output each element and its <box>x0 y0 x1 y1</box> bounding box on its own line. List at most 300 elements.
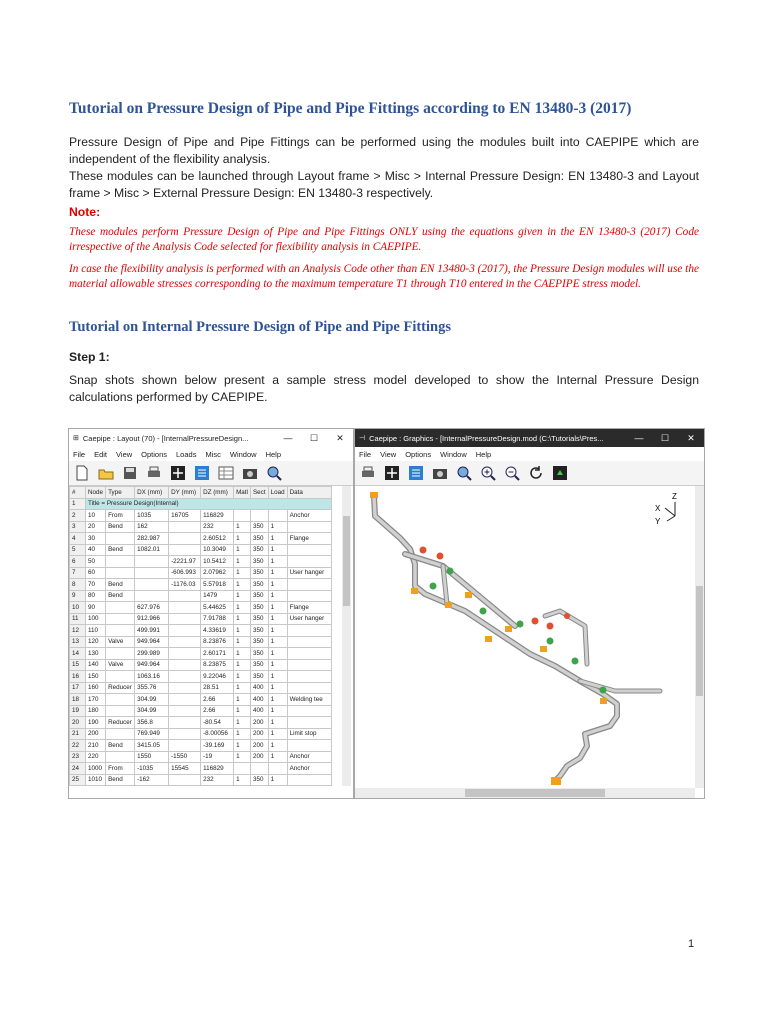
table-cell[interactable]: 350 <box>250 556 268 568</box>
table-row[interactable] <box>70 613 332 625</box>
table-cell[interactable]: 949.964 <box>135 659 169 671</box>
table-cell[interactable]: 180 <box>86 705 106 717</box>
table-cell[interactable]: 116829 <box>201 510 234 522</box>
table-cell[interactable]: 1 <box>268 740 287 752</box>
table-row[interactable] <box>70 659 332 671</box>
table-cell[interactable]: 2.66 <box>201 705 234 717</box>
table-cell[interactable]: 304.99 <box>135 694 169 706</box>
new-file-icon[interactable] <box>73 464 91 482</box>
zoom-in-icon[interactable] <box>479 464 497 482</box>
table-row[interactable] <box>70 682 332 694</box>
table-cell[interactable] <box>169 636 201 648</box>
table-cell[interactable] <box>234 763 251 775</box>
table-row[interactable] <box>70 648 332 660</box>
table-cell[interactable] <box>268 510 287 522</box>
col-header[interactable]: Node <box>86 487 106 499</box>
table-cell[interactable]: 40 <box>86 544 106 556</box>
table-cell[interactable]: 200 <box>250 740 268 752</box>
table-cell[interactable]: 912.966 <box>135 613 169 625</box>
table-cell[interactable]: 170 <box>86 694 106 706</box>
print-icon[interactable] <box>145 464 163 482</box>
table-cell[interactable]: -1176.03 <box>169 579 201 591</box>
table-cell[interactable]: 90 <box>86 602 106 614</box>
table-cell[interactable] <box>106 625 135 637</box>
table-cell[interactable]: 1 <box>234 774 251 786</box>
table-cell[interactable] <box>106 751 135 763</box>
table-cell[interactable]: 1035 <box>135 510 169 522</box>
col-header[interactable]: Data <box>287 487 331 499</box>
table-cell[interactable]: 3415.05 <box>135 740 169 752</box>
table-cell[interactable]: 20 <box>86 521 106 533</box>
table-cell[interactable]: 1 <box>268 717 287 729</box>
table-cell[interactable]: From <box>106 763 135 775</box>
print-icon[interactable] <box>359 464 377 482</box>
table-cell[interactable] <box>135 567 169 579</box>
camera-icon[interactable] <box>241 464 259 482</box>
table-cell[interactable]: 1 <box>268 694 287 706</box>
table-row[interactable] <box>70 728 332 740</box>
table-cell[interactable] <box>135 579 169 591</box>
table-cell[interactable]: 1 <box>234 636 251 648</box>
table-cell[interactable]: 1 <box>268 774 287 786</box>
table-cell[interactable]: 120 <box>86 636 106 648</box>
table-cell[interactable] <box>287 705 331 717</box>
menu-options[interactable]: Options <box>405 449 432 459</box>
title-row[interactable] <box>70 498 332 510</box>
table-cell[interactable]: 1 <box>268 648 287 660</box>
zoom-icon[interactable] <box>265 464 283 482</box>
col-header[interactable]: Type <box>106 487 135 499</box>
table-cell[interactable]: 190 <box>86 717 106 729</box>
table-cell[interactable] <box>135 590 169 602</box>
table-row[interactable] <box>70 556 332 568</box>
col-header[interactable]: DZ (mm) <box>201 487 234 499</box>
table-row[interactable] <box>70 751 332 763</box>
table-row[interactable] <box>70 567 332 579</box>
table-cell[interactable]: 1 <box>268 671 287 683</box>
table-cell[interactable]: 9.22046 <box>201 671 234 683</box>
table-cell[interactable]: 1 <box>234 625 251 637</box>
rotate-icon[interactable] <box>527 464 545 482</box>
table-cell[interactable] <box>169 671 201 683</box>
menu-misc[interactable]: Misc <box>205 449 221 459</box>
minimize-button[interactable]: — <box>283 433 293 443</box>
table-cell[interactable] <box>106 567 135 579</box>
menu-view[interactable]: View <box>116 449 133 459</box>
table-cell[interactable]: From <box>106 510 135 522</box>
table-cell[interactable] <box>287 648 331 660</box>
table-cell[interactable]: Limit stop <box>287 728 331 740</box>
table-cell[interactable]: 1 <box>268 556 287 568</box>
table-cell[interactable]: Bend <box>106 579 135 591</box>
render-icon[interactable] <box>551 464 569 482</box>
table-cell[interactable] <box>106 613 135 625</box>
row-number: 9 <box>70 590 86 602</box>
table-cell[interactable]: 1 <box>268 602 287 614</box>
table-cell[interactable] <box>169 728 201 740</box>
table-cell[interactable] <box>169 705 201 717</box>
table-cell[interactable]: 769.949 <box>135 728 169 740</box>
table-cell[interactable]: 1 <box>234 682 251 694</box>
table-cell[interactable]: 10 <box>86 510 106 522</box>
table-cell[interactable]: 1 <box>268 521 287 533</box>
table-cell[interactable]: 210 <box>86 740 106 752</box>
table-cell[interactable]: 140 <box>86 659 106 671</box>
table-cell[interactable] <box>106 671 135 683</box>
table-cell[interactable]: 1 <box>234 740 251 752</box>
table-cell[interactable] <box>169 590 201 602</box>
table-cell[interactable]: 150 <box>86 671 106 683</box>
table-cell[interactable]: 5.57918 <box>201 579 234 591</box>
table-cell[interactable] <box>250 763 268 775</box>
table-row[interactable] <box>70 774 332 786</box>
save-icon[interactable] <box>121 464 139 482</box>
table-cell[interactable] <box>287 625 331 637</box>
table-cell[interactable]: 200 <box>86 728 106 740</box>
table-cell[interactable] <box>169 533 201 545</box>
flange-marker <box>447 568 454 575</box>
table-cell[interactable]: 1082.01 <box>135 544 169 556</box>
table-cell[interactable] <box>169 682 201 694</box>
table-cell[interactable]: -1550 <box>169 751 201 763</box>
table-cell[interactable] <box>169 717 201 729</box>
graphics-canvas[interactable] <box>355 486 704 798</box>
table-row[interactable] <box>70 533 332 545</box>
table-cell[interactable]: 1 <box>234 613 251 625</box>
menu-options[interactable]: Options <box>141 449 168 459</box>
table-cell[interactable]: 50 <box>86 556 106 568</box>
row-number: 5 <box>70 544 86 556</box>
table-cell[interactable]: -19 <box>201 751 234 763</box>
table-cell[interactable]: 116829 <box>201 763 234 775</box>
table-cell[interactable]: 80 <box>86 590 106 602</box>
table-cell[interactable]: -606.993 <box>169 567 201 579</box>
table-cell[interactable]: Welding tee <box>287 694 331 706</box>
table-cell[interactable]: 30 <box>86 533 106 545</box>
maximize-button[interactable]: ☐ <box>309 432 319 443</box>
table-cell[interactable] <box>169 659 201 671</box>
table-cell[interactable]: 110 <box>86 625 106 637</box>
table-cell[interactable]: 200 <box>250 751 268 763</box>
table-cell[interactable]: 1 <box>268 659 287 671</box>
col-header[interactable]: Sect <box>250 487 268 499</box>
table-cell[interactable]: 1 <box>234 544 251 556</box>
col-header[interactable]: Matl <box>234 487 251 499</box>
table-cell[interactable]: User hanger <box>287 567 331 579</box>
table-cell[interactable] <box>287 717 331 729</box>
table-cell[interactable]: 1 <box>234 671 251 683</box>
table-cell[interactable]: 299.989 <box>135 648 169 660</box>
table-row[interactable] <box>70 590 332 602</box>
table-cell[interactable]: 10.5412 <box>201 556 234 568</box>
table-cell[interactable]: 400 <box>250 705 268 717</box>
table-row[interactable] <box>70 717 332 729</box>
table-cell[interactable]: 499.991 <box>135 625 169 637</box>
table-cell[interactable] <box>106 602 135 614</box>
table-cell[interactable]: 1 <box>268 567 287 579</box>
table-cell[interactable]: 350 <box>250 659 268 671</box>
table-cell[interactable]: Bend <box>106 740 135 752</box>
table-cell[interactable]: 1 <box>234 694 251 706</box>
table-cell[interactable]: 1 <box>268 636 287 648</box>
table-cell[interactable]: 1 <box>268 751 287 763</box>
table-cell[interactable]: Anchor <box>287 510 331 522</box>
table-cell[interactable] <box>106 694 135 706</box>
table-row[interactable] <box>70 636 332 648</box>
hscroll-thumb[interactable] <box>465 789 605 797</box>
table-cell[interactable]: 1 <box>234 521 251 533</box>
table-cell[interactable]: 1 <box>268 682 287 694</box>
table-cell[interactable]: 1 <box>234 579 251 591</box>
minimize-button[interactable]: — <box>634 433 644 443</box>
menu-window[interactable]: Window <box>440 449 467 459</box>
table-cell[interactable]: 350 <box>250 636 268 648</box>
table-cell[interactable]: -1035 <box>135 763 169 775</box>
col-header[interactable]: DX (mm) <box>135 487 169 499</box>
table-cell[interactable]: Anchor <box>287 751 331 763</box>
table-cell[interactable]: 1 <box>234 567 251 579</box>
table-cell[interactable]: Bend <box>106 544 135 556</box>
table-cell[interactable] <box>287 774 331 786</box>
table-cell[interactable] <box>287 659 331 671</box>
table-cell[interactable]: 1010 <box>86 774 106 786</box>
table-cell[interactable]: 304.99 <box>135 705 169 717</box>
table-row[interactable] <box>70 544 332 556</box>
table-cell[interactable]: 356.8 <box>135 717 169 729</box>
table-cell[interactable]: Flange <box>287 533 331 545</box>
menu-edit[interactable]: Edit <box>94 449 108 459</box>
table-cell[interactable]: Bend <box>106 774 135 786</box>
table-cell[interactable]: 1 <box>234 590 251 602</box>
table-cell[interactable] <box>268 763 287 775</box>
table-cell[interactable]: -80.54 <box>201 717 234 729</box>
zoom-window-icon[interactable] <box>455 464 473 482</box>
table-cell[interactable] <box>169 613 201 625</box>
table-cell[interactable] <box>106 556 135 568</box>
table-cell[interactable]: 7.91788 <box>201 613 234 625</box>
table-cell[interactable]: 2.66 <box>201 694 234 706</box>
open-folder-icon[interactable] <box>97 464 115 482</box>
table-row[interactable] <box>70 740 332 752</box>
table-cell[interactable]: 200 <box>250 728 268 740</box>
table-cell[interactable] <box>287 556 331 568</box>
table-cell[interactable]: 232 <box>201 521 234 533</box>
table-cell[interactable] <box>106 728 135 740</box>
table-cell[interactable]: 1 <box>234 751 251 763</box>
table-cell[interactable]: 627.976 <box>135 602 169 614</box>
table-cell[interactable]: 1 <box>234 659 251 671</box>
menu-file[interactable]: File <box>73 449 86 459</box>
table-cell[interactable]: Flange <box>287 602 331 614</box>
table-cell[interactable]: -8.00056 <box>201 728 234 740</box>
table-cell[interactable]: 350 <box>250 533 268 545</box>
table-cell[interactable] <box>234 510 251 522</box>
col-header[interactable]: # <box>70 487 86 499</box>
table-cell[interactable]: 350 <box>250 648 268 660</box>
table-cell[interactable]: 1 <box>268 544 287 556</box>
flange-marker <box>430 583 437 590</box>
table-cell[interactable]: 1 <box>268 613 287 625</box>
table-cell[interactable]: -2221.97 <box>169 556 201 568</box>
table-cell[interactable] <box>287 682 331 694</box>
table-cell[interactable]: Valve <box>106 636 135 648</box>
table-cell[interactable]: 350 <box>250 590 268 602</box>
table-cell[interactable]: 1 <box>234 556 251 568</box>
table-cell[interactable]: 350 <box>250 567 268 579</box>
table-cell[interactable]: 350 <box>250 774 268 786</box>
menu-help[interactable]: Help <box>475 449 492 459</box>
table-cell[interactable]: 2.60171 <box>201 648 234 660</box>
table-cell[interactable]: 400 <box>250 694 268 706</box>
camera-icon[interactable] <box>431 464 449 482</box>
table-cell[interactable] <box>169 625 201 637</box>
menu-file[interactable]: File <box>359 449 372 459</box>
menu-loads[interactable]: Loads <box>176 449 197 459</box>
table-cell[interactable]: 1 <box>268 625 287 637</box>
table-cell[interactable]: 2.60512 <box>201 533 234 545</box>
table-cell[interactable]: Bend <box>106 521 135 533</box>
table-cell[interactable]: 949.964 <box>135 636 169 648</box>
table-cell[interactable] <box>106 533 135 545</box>
table-cell[interactable]: 4.33619 <box>201 625 234 637</box>
table-cell[interactable]: 282.987 <box>135 533 169 545</box>
table-cell[interactable] <box>287 590 331 602</box>
layout-table <box>69 486 332 786</box>
table-cell[interactable]: 28.51 <box>201 682 234 694</box>
table-cell[interactable]: 200 <box>250 717 268 729</box>
table-row[interactable] <box>70 510 332 522</box>
table-cell[interactable]: 10.3049 <box>201 544 234 556</box>
table-cell[interactable]: 160 <box>86 682 106 694</box>
menu-view[interactable]: View <box>380 449 397 459</box>
maximize-button[interactable]: ☐ <box>660 432 670 443</box>
table-cell[interactable]: User hanger <box>287 613 331 625</box>
table-cell[interactable]: 400 <box>250 682 268 694</box>
table-cell[interactable] <box>169 694 201 706</box>
table-cell[interactable]: 60 <box>86 567 106 579</box>
layout-scrollbar[interactable] <box>342 486 351 786</box>
table-cell[interactable]: 1 <box>234 717 251 729</box>
table-cell[interactable]: 1063.16 <box>135 671 169 683</box>
table-row[interactable] <box>70 521 332 533</box>
zoom-out-icon[interactable] <box>503 464 521 482</box>
table-cell[interactable]: Bend <box>106 590 135 602</box>
table-cell[interactable]: 100 <box>86 613 106 625</box>
table-cell[interactable] <box>287 636 331 648</box>
table-row[interactable] <box>70 694 332 706</box>
table-cell[interactable]: 130 <box>86 648 106 660</box>
table-cell[interactable] <box>287 521 331 533</box>
list-icon[interactable] <box>193 464 211 482</box>
col-header[interactable]: Load <box>268 487 287 499</box>
table-cell[interactable]: 350 <box>250 521 268 533</box>
table-row[interactable] <box>70 579 332 591</box>
table-cell[interactable]: 1 <box>268 728 287 740</box>
table-cell[interactable]: 232 <box>201 774 234 786</box>
table-cell[interactable]: 1000 <box>86 763 106 775</box>
col-header[interactable]: DY (mm) <box>169 487 201 499</box>
table-cell[interactable]: 1550 <box>135 751 169 763</box>
table-cell[interactable]: -162 <box>135 774 169 786</box>
table-cell[interactable]: Reducer <box>106 717 135 729</box>
table-cell[interactable]: 1 <box>234 648 251 660</box>
table-cell[interactable]: 355.76 <box>135 682 169 694</box>
table-cell[interactable]: 1 <box>268 705 287 717</box>
table-cell[interactable]: 5.44625 <box>201 602 234 614</box>
close-button[interactable]: ✕ <box>336 432 344 443</box>
table-cell[interactable]: 1 <box>234 705 251 717</box>
table-cell[interactable]: 1 <box>234 602 251 614</box>
table-row[interactable] <box>70 625 332 637</box>
table-cell[interactable] <box>169 521 201 533</box>
table-cell[interactable]: -39.169 <box>201 740 234 752</box>
table-cell[interactable]: Valve <box>106 659 135 671</box>
table-cell[interactable] <box>169 602 201 614</box>
scrollbar-thumb[interactable] <box>343 516 350 606</box>
menu-window[interactable]: Window <box>229 449 257 459</box>
table-cell[interactable] <box>169 740 201 752</box>
table-cell[interactable]: Anchor <box>287 763 331 775</box>
table-cell[interactable]: 1 <box>268 579 287 591</box>
table-row[interactable] <box>70 602 332 614</box>
table-cell[interactable] <box>135 556 169 568</box>
table-cell[interactable]: 8.23876 <box>201 636 234 648</box>
title-cell[interactable]: Title = Pressure Design(Internal) <box>86 498 332 510</box>
table-cell[interactable]: 350 <box>250 544 268 556</box>
table-cell[interactable]: 70 <box>86 579 106 591</box>
menu-help[interactable]: Help <box>265 449 281 459</box>
table-row[interactable] <box>70 705 332 717</box>
table-cell[interactable]: 8.23875 <box>201 659 234 671</box>
table-cell[interactable] <box>106 705 135 717</box>
table-cell[interactable]: 350 <box>250 625 268 637</box>
table-cell[interactable] <box>287 740 331 752</box>
table-cell[interactable]: 162 <box>135 521 169 533</box>
table-cell[interactable]: 350 <box>250 671 268 683</box>
table-cell[interactable]: 2.07962 <box>201 567 234 579</box>
table-cell[interactable]: 1 <box>234 728 251 740</box>
table-cell[interactable]: 1 <box>268 590 287 602</box>
vscroll-thumb[interactable] <box>696 586 703 696</box>
table-cell[interactable]: 220 <box>86 751 106 763</box>
close-button[interactable]: ✕ <box>687 432 695 443</box>
table-cell[interactable]: Reducer <box>106 682 135 694</box>
table-row[interactable] <box>70 671 332 683</box>
table-cell[interactable]: 350 <box>250 579 268 591</box>
table-cell[interactable]: 16705 <box>169 510 201 522</box>
insert-node-icon[interactable] <box>169 464 187 482</box>
table-cell[interactable] <box>169 774 201 786</box>
table-cell[interactable] <box>287 671 331 683</box>
row-number: 23 <box>70 751 86 763</box>
table-cell[interactable] <box>287 579 331 591</box>
table-cell[interactable] <box>106 648 135 660</box>
table-row[interactable] <box>70 763 332 775</box>
table-cell[interactable]: 1 <box>268 533 287 545</box>
insert-node-icon[interactable] <box>383 464 401 482</box>
table-cell[interactable]: 1 <box>234 533 251 545</box>
list-icon[interactable] <box>407 464 425 482</box>
table-cell[interactable] <box>250 510 268 522</box>
table-cell[interactable]: 15545 <box>169 763 201 775</box>
table-cell[interactable] <box>169 648 201 660</box>
table-cell[interactable]: 350 <box>250 602 268 614</box>
table-cell[interactable]: 1479 <box>201 590 234 602</box>
table-icon[interactable] <box>217 464 235 482</box>
table-cell[interactable]: 350 <box>250 613 268 625</box>
table-cell[interactable] <box>287 544 331 556</box>
table-cell[interactable] <box>169 544 201 556</box>
